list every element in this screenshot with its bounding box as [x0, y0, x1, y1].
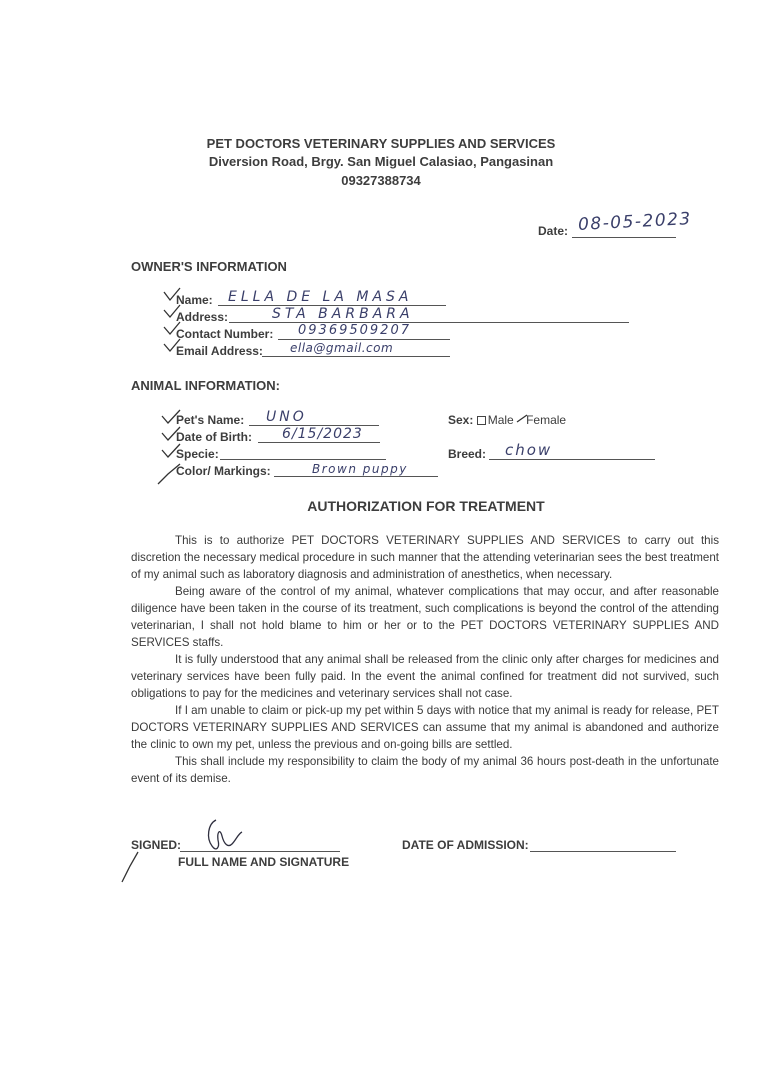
- sex-label: Sex:: [448, 413, 474, 427]
- owner-email-value[interactable]: ella@gmail.com: [290, 341, 394, 355]
- breed-label: Breed:: [448, 447, 487, 461]
- owner-name-label: Name:: [176, 293, 213, 307]
- authorization-paragraph-2: Being aware of the control of my animal, whatever complications that may occur, and after reasonable diligence have been taken in the course of its treatment, such complications is beyond the control of the attending veterinarian, I shall not hold blame to him or her or to the PET DOCTORS VETERINARY SUPPLIES AND SERVICES staffs.: [131, 585, 719, 649]
- breed-line: [489, 459, 655, 460]
- color-markings-value[interactable]: Brown puppy: [312, 462, 408, 476]
- owner-address-value[interactable]: STA BARBARA: [272, 306, 414, 322]
- authorization-paragraph-1: This is to authorize PET DOCTORS VETERINARY SUPPLIES AND SERVICES to carry out this discretion the necessary medical procedure in such manner that the attending veterinarian sees the best treatment of my animal such as laboratory diagnosis and administration of anesthetics, when necessary.: [131, 534, 719, 581]
- male-checkbox[interactable]: [477, 416, 486, 425]
- full-name-signature-label: FULL NAME AND SIGNATURE: [178, 855, 350, 869]
- owner-address-label: Address:: [176, 310, 229, 324]
- date-of-admission-label: DATE OF ADMISSION:: [402, 838, 529, 852]
- owner-contact-value[interactable]: 09369509207: [298, 323, 411, 338]
- owner-section-title: OWNER'S INFORMATION: [131, 259, 287, 274]
- pet-name-label: Pet's Name:: [176, 413, 245, 427]
- date-label: Date:: [538, 224, 569, 238]
- color-markings-line: [274, 476, 438, 477]
- female-option-label: Female: [526, 413, 567, 427]
- dob-line: [258, 442, 380, 443]
- authorization-paragraph-3: It is fully understood that any animal shall be released from the clinic only after charges for medicines and veterinary services have been fully paid. In the event the animal confined for treatment did not survived, such obligations to pay for the medicines and veterinary services shall not case.: [131, 653, 719, 700]
- pet-name-value[interactable]: UNO: [266, 409, 307, 425]
- date-line: [572, 237, 676, 238]
- specie-label: Specie:: [176, 447, 219, 461]
- sex-field: [448, 413, 566, 427]
- authorization-paragraph-4: If I am unable to claim or pick-up my pet within 5 days with notice that my animal is ready for release, PET DOCTORS VETERINARY SUPPLIES AND SERVICES can assume that my animal is abandoned and authorize the clinic to own my pet, unless the previous and on-going bills are settled.: [131, 704, 719, 751]
- dob-value[interactable]: 6/15/2023: [282, 426, 363, 442]
- male-option-label: Male: [487, 413, 514, 427]
- clinic-phone: 09327388734: [341, 173, 421, 188]
- color-markings-label: Color/ Markings:: [176, 464, 271, 478]
- owner-email-line: [262, 356, 450, 357]
- female-checkbox[interactable]: [517, 415, 526, 424]
- signature-tick: [116, 846, 146, 886]
- authorization-text: [131, 532, 719, 787]
- signature-mark[interactable]: [198, 818, 248, 860]
- authorization-paragraph-5: This shall include my responsibility to claim the body of my animal 36 hours post-death in the unfortunate event of its demise.: [131, 755, 719, 785]
- specie-line: [220, 459, 386, 460]
- clinic-name: PET DOCTORS VETERINARY SUPPLIES AND SERVICES: [206, 136, 556, 151]
- owner-contact-label: Contact Number:: [176, 327, 274, 341]
- date-value[interactable]: 08-05-2023: [577, 209, 693, 235]
- breed-value[interactable]: chow: [505, 441, 553, 459]
- owner-email-label: Email Address:: [176, 344, 263, 358]
- animal-section-title: ANIMAL INFORMATION:: [131, 378, 280, 393]
- authorization-title: AUTHORIZATION FOR TREATMENT: [307, 498, 545, 514]
- signed-label: SIGNED:: [131, 838, 182, 852]
- date-of-admission-line: [530, 851, 676, 852]
- owner-name-value[interactable]: ELLA DE LA MASA: [228, 289, 413, 305]
- dob-label: Date of Birth:: [176, 430, 252, 444]
- clinic-address: Diversion Road, Brgy. San Miguel Calasiao, Pangasinan: [208, 154, 554, 169]
- owner-address-line: [229, 322, 629, 323]
- owner-contact-line: [278, 339, 450, 340]
